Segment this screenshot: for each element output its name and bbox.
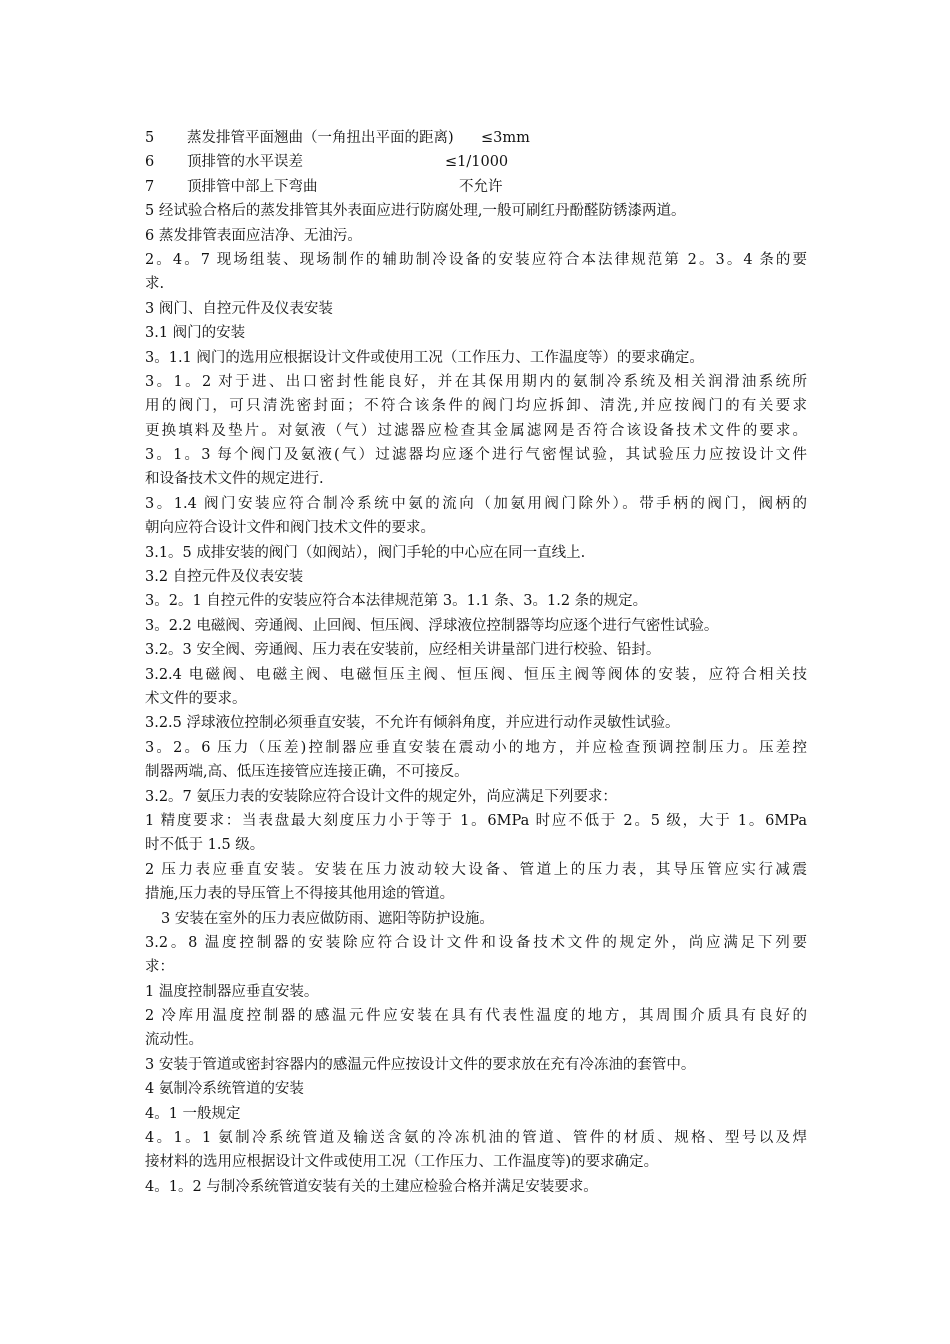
subsection-heading: 3.1 阀门的安装: [145, 325, 246, 342]
paragraph-line: 3.2.5 浮球液位控制必须垂直安装，不允许有倾斜角度，并应进行动作灵敏性试验。: [145, 715, 680, 732]
subsection-heading: 4。1 一般规定: [145, 1105, 241, 1122]
paragraph-line: 3。2.2 电磁阀、旁通阀、止回阀、恒压阀、浮球液位控制器等均应逐个进行气密性试验。: [145, 617, 719, 634]
row-number: 7: [145, 178, 155, 195]
paragraph-line: 3。1。3 每个阀门及氨液(气）过滤器均应逐个进行气密惺试验，其试验压力应按设计文件: [145, 447, 807, 464]
paragraph-line: 3。1。2 对于进、出口密封性能良好，并在其保用期内的氨制冷系统及相关润滑油系统所: [145, 373, 807, 390]
paragraph-line: 和设备技术文件的规定进行.: [145, 471, 324, 488]
paragraph-line: 2。4。7 现场组装、现场制作的辅助制冷设备的安装应符合本法律规范第 2。3。4 条的要: [145, 251, 807, 268]
paragraph-line: 时不低于 1.5 级。: [145, 837, 265, 854]
row-text: 顶排管中部上下弯曲: [187, 178, 318, 195]
paragraph-line: 求.: [145, 276, 165, 293]
paragraph-line: 3.2。8 温度控制器的安装除应符合设计文件和设备技术文件的规定外，尚应满足下列要: [145, 934, 807, 951]
paragraph-line: 2 冷库用温度控制器的感温元件应安装在具有代表性温度的地方，其周围介质具有良好的: [145, 1008, 807, 1025]
paragraph-line: 6 蒸发排管表面应洁净、无油污。: [145, 227, 362, 244]
row-value: 不允许: [459, 178, 503, 195]
paragraph-line: 3 安装于管道或密封容器内的感温元件应按设计文件的要求放在充有冷冻油的套管中。: [145, 1056, 696, 1073]
paragraph-line: 制器两端,高、低压连接管应连接正确，不可接反。: [145, 764, 469, 781]
row-value: ≤3mm: [481, 130, 530, 146]
paragraph-line: 3。2。1 自控元件的安装应符合本法律规范第 3。1.1 条、3。1.2 条的规定。: [145, 593, 648, 610]
section-heading: 3 阀门、自控元件及仪表安装: [145, 300, 333, 317]
row-text: 顶排管的水平误差: [187, 154, 303, 171]
paragraph-line: 3。1.4 阀门安装应符合制冷系统中氨的流向（加氨用阀门除外）。带手柄的阀门，阀柄的: [145, 495, 807, 512]
paragraph-line: 术文件的要求。: [145, 690, 247, 707]
paragraph-line: 用的阀门，可只清洗密封面；不符合该条件的阀门均应拆卸、清洗,并应按阀门的有关要求: [145, 398, 807, 415]
row-value: ≤1/1000: [445, 154, 509, 171]
paragraph-line: 4。1。2 与制冷系统管道安装有关的土建应检验合格并满足安装要求。: [145, 1178, 598, 1195]
paragraph-line: 3.1。5 成排安装的阀门（如阀站），阀门手轮的中心应在同一直线上.: [145, 544, 586, 561]
paragraph-line: 措施,压力表的导压管上不得接其他用途的管道。: [145, 886, 455, 903]
document-body: [145, 126, 807, 1199]
table-row: [145, 175, 807, 199]
paragraph-line: 更换填料及垫片。对氨液（气）过滤器应检查其金属滤网是否符合该设备技术文件的要求。: [145, 422, 807, 439]
paragraph-line: 3.2。7 氨压力表的安装除应符合设计文件的规定外，尚应满足下列要求：: [145, 788, 617, 805]
paragraph-line: 流动性。: [145, 1032, 203, 1049]
paragraph-line: 接材料的选用应根据设计文件或使用工况（工作压力、工作温度等)的要求确定。: [145, 1154, 659, 1171]
paragraph-line: 求：: [145, 959, 174, 976]
paragraph-line: 1 精度要求：当表盘最大刻度压力小于等于 1。6MPa 时应不低于 2。5 级，大于 1。6MPa: [145, 812, 807, 829]
paragraph-line: 4。1。1 氨制冷系统管道及输送含氨的冷冻机油的管道、管件的材质、规格、型号以及焊: [145, 1130, 807, 1147]
table-row: [145, 150, 807, 174]
section-heading: 4 氨制冷系统管道的安装: [145, 1081, 304, 1098]
paragraph-line: 3.2.4 电磁阀、电磁主阀、电磁恒压主阀、恒压阀、恒压主阀等阀体的安装，应符合相关技: [145, 666, 807, 683]
paragraph-line: 朝向应符合设计文件和阀门技术文件的要求。: [145, 520, 435, 537]
paragraph-line: 3。2。6 压力（压差)控制器应垂直安装在震动小的地方，并应检查预调控制压力。压差控: [145, 739, 807, 756]
paragraph-line: 3.2。3 安全阀、旁通阀、压力表在安装前，应经相关讲量部门进行校验、铅封。: [145, 642, 661, 659]
row-text: 蒸发排管平面翘曲（一角扭出平面的距离): [187, 130, 454, 146]
paragraph-line: 1 温度控制器应垂直安装。: [145, 983, 319, 1000]
paragraph-line: 2 压力表应垂直安装。安装在压力波动较大设备、管道上的压力表，其导压管应实行减震: [145, 861, 807, 878]
table-row: [145, 126, 807, 150]
paragraph-line: 3 安装在室外的压力表应做防雨、遮阳等防护设施。: [161, 910, 494, 927]
subsection-heading: 3.2 自控元件及仪表安装: [145, 569, 304, 586]
paragraph-line: 5 经试验合格后的蒸发排管其外表面应进行防腐处理,一般可刷红丹酚醛防锈漆两道。: [145, 203, 686, 220]
row-number: 6: [145, 154, 155, 171]
paragraph-line: 3。1.1 阀门的选用应根据设计文件或使用工况（工作压力、工作温度等）的要求确定。: [145, 349, 704, 366]
row-number: 5: [145, 130, 155, 146]
